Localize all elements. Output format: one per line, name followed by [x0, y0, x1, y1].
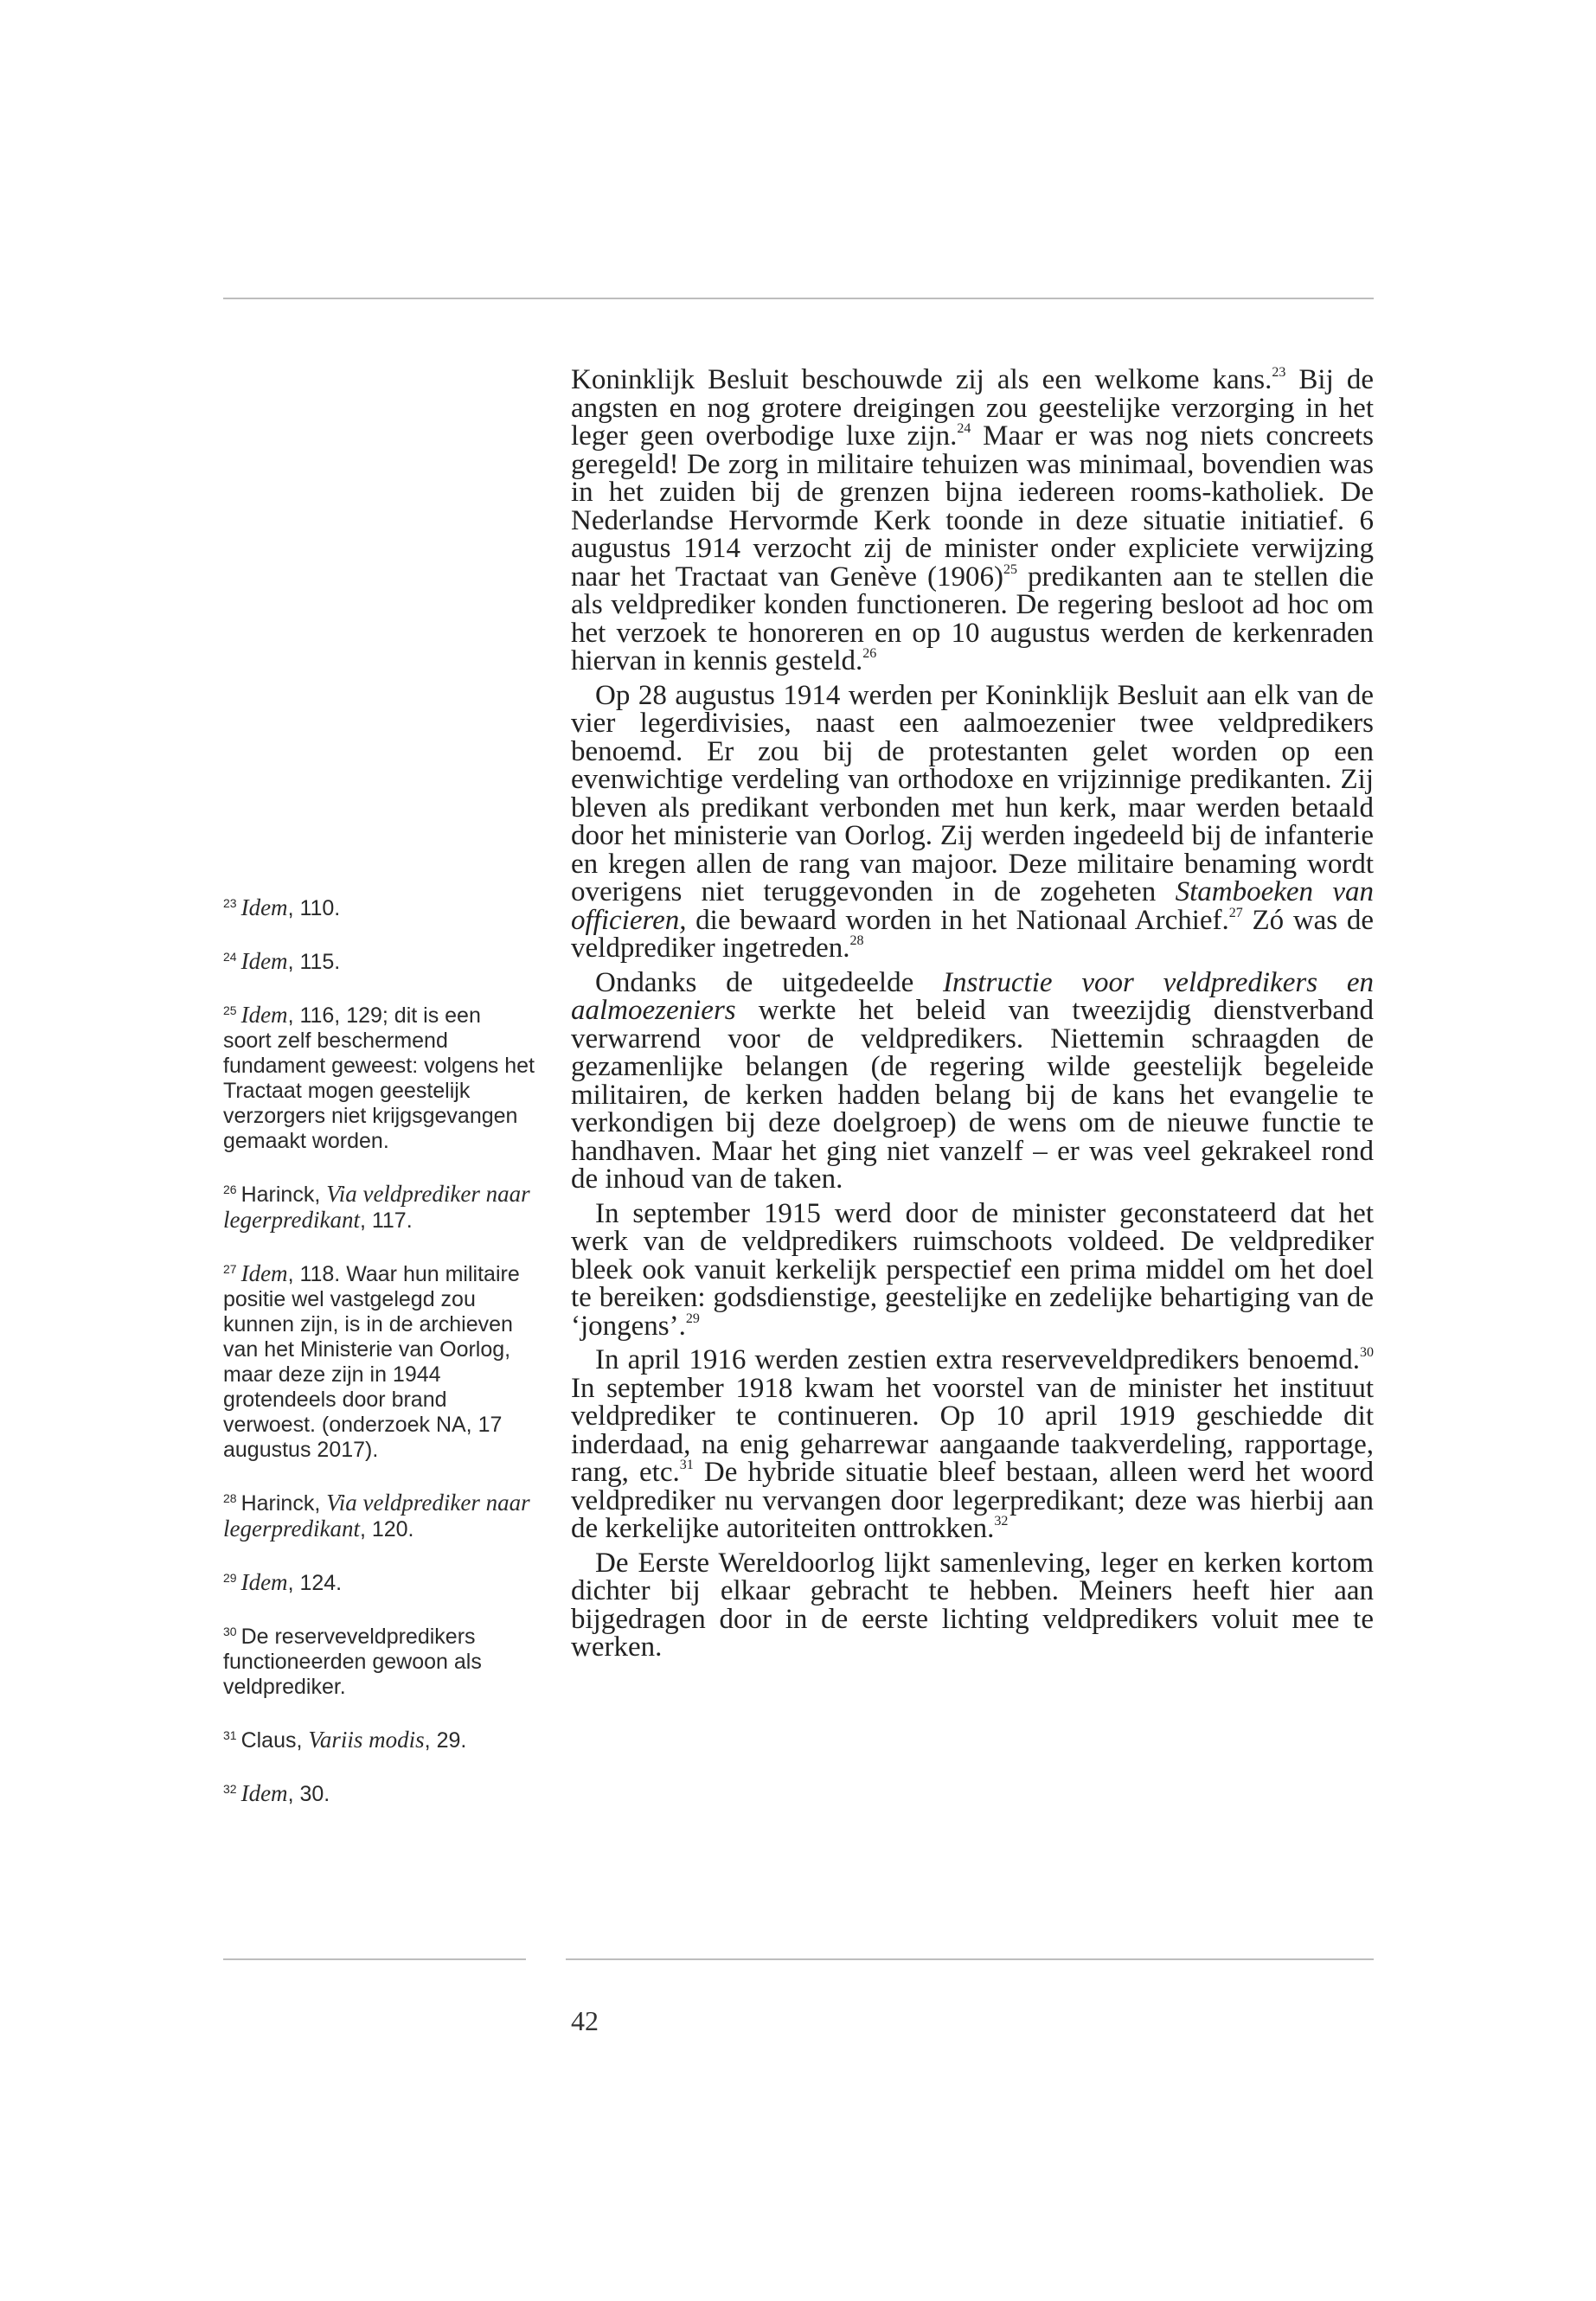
paragraph-4: In september 1915 werd door de minister geconstateerd dat het werk van de veldpredikers ruimschoots voldeed. De veldprediker bleek ook vanuit kerkelijk perspectief een prima middel om het doel te bereiken: godsdienstige, geestelijke en zedelijke behartiging van de ‘jongens’.$^{29}$ — [571, 1197, 1374, 1342]
footnote-27: $^{27}$ Idem, 118. Waar hun militaire positie wel vastgelegd zou kunnen zijn, is in de archieven van het Ministerie van Oorlog, maar deze zijn in 1944 grotendeels door brand verwoest. (onderzoek NA, 17 augustus 2017). — [223, 1260, 520, 1462]
footnote-ref-28: 28 — [849, 933, 864, 948]
footnote-24: $^{24}$ Idem, 115. — [223, 948, 341, 974]
footnote-ref-30: 30 — [1360, 1345, 1374, 1360]
footnote-ref-27: 27 — [1228, 905, 1243, 920]
footnote-ref-23: 23 — [1272, 365, 1286, 380]
footnote-31: $^{31}$ Claus, Variis modis, 29. — [223, 1727, 467, 1753]
paragraph-3: Ondanks de uitgedeelde Instructie voor veldpredikers en aalmoezeniers werkte het beleid van tweezijdig dienstverband verwarrend voor de veldpredikers. Niettemin schraagden de gezamenlijke belangen (de regering wilde geestelijk begeleide militairen, de kerken hadden belang bij de kans het evangelie te verkondigen bij deze doelgroep) de wens om de nieuwe functie te handhaven. Maar het ging niet vanzelf – er was veel gekrakeel rond de inhoud van de taken. — [571, 966, 1375, 1195]
footnote-29: $^{29}$ Idem, 124. — [223, 1569, 343, 1595]
footnote-bottom-rule — [223, 1958, 526, 1960]
footnote-25: $^{25}$ Idem, 116, 129; dit is een soort zelf beschermend fundament geweest: volgens het Tractaat mogen geestelijk verzorgers niet krijgsgevangen gemaakt worden. — [223, 1002, 535, 1153]
footnote-23: $^{23}$ Idem, 110. — [223, 894, 341, 920]
footnote-26: $^{26}$ Harinck, Via veldprediker naar legerpredikant, 117. — [223, 1181, 530, 1233]
footnote-ref-24: 24 — [957, 421, 971, 436]
page-number: 42 — [571, 2005, 599, 2036]
footnote-30: $^{30}$ De reserveveldpredikers functioneerden gewoon als veldprediker. — [223, 1625, 482, 1699]
body-bottom-rule — [566, 1958, 1374, 1960]
top-rule — [223, 298, 1374, 299]
paragraph-5: In april 1916 werden zestien extra reserveveldpredikers benoemd.$^{30}$ In september 1918 kwam het voorstel van de minister het instituut veldprediker te continueren. Op 10 april 1919 geschiedde dit inderdaad, na enig geharrewar aangaande taakverdeling, rapportage, rang, etc.$^{31}$ De hybride situatie bleef bestaan, alleen werd het woord veldprediker nu vervangen door legerpredikant; deze was hierbij aan de kerkelijke autoriteiten onttrokken.$^{32}$ — [571, 1344, 1374, 1544]
paragraph-6: De Eerste Wereldoorlog lijkt samenleving, leger en kerken kortom dichter bij elkaar gebracht te hebben. Meiners heeft hier aan bijgedragen door in de eerste lichting veldpredikers voluit mee te werken. — [571, 1547, 1374, 1663]
body-text — [571, 366, 1374, 1668]
footnote-28: $^{28}$ Harinck, Via veldprediker naar legerpredikant, 120. — [223, 1490, 530, 1541]
footnote-ref-29: 29 — [685, 1311, 700, 1326]
paragraph-1: Koninklijk Besluit beschouwde zij als een welkome kans.$^{23}$ Bij de angsten en nog grotere dreigingen zou geestelijke verzorging in het leger geen overbodige luxe zijn.$^{24}$ Maar er was nog niets concreets geregeld! De zorg in militaire tehuizen was minimaal, bovendien was in het zuiden bij de grenzen bijna iedereen rooms-katholiek. De Nederlandse Hervormde Kerk toonde in deze situatie initiatief. 6 augustus 1914 verzocht zij de minister onder expliciete verwijzing naar het Tractaat van Genève $(1906)^{25}$ predikanten aan te stellen die als veldprediker konden functioneren. De regering besloot ad hoc om het verzoek te honoreren en op 10 augustus werden de kerkenraden hiervan in kennis gesteld.$^{26}$ — [571, 364, 1375, 676]
footnote-ref-26: 26 — [862, 646, 877, 661]
footnote-column — [223, 891, 535, 1830]
footnote-ref-31: 31 — [679, 1458, 694, 1472]
footnote-ref-32: 32 — [994, 1514, 1009, 1529]
paragraph-2: Op 28 augustus 1914 werden per Koninklijk Besluit aan elk van de vier legerdivisies, naast een aalmoezenier twee veldpredikers benoemd. Er zou bij de protestanten gelet worden op een evenwichtige verdeling van orthodoxe en vrijzinnige predikanten. Zij bleven als predikant verbonden met hun kerk, maar werden betaald door het ministerie van Oorlog. Zij werden ingedeeld bij de infanterie en kregen allen de rang van majoor. Deze militaire benaming wordt overigens niet teruggevonden in de zogeheten Stamboeken van officieren, die bewaard worden in het Nationaal Archief.$^{27}$ Zó was de veldprediker ingetreden.$^{28}$ — [571, 679, 1375, 964]
footnote-32: $^{32}$ Idem, 30. — [223, 1780, 330, 1806]
footnote-ref-25: 25 — [1003, 561, 1017, 577]
